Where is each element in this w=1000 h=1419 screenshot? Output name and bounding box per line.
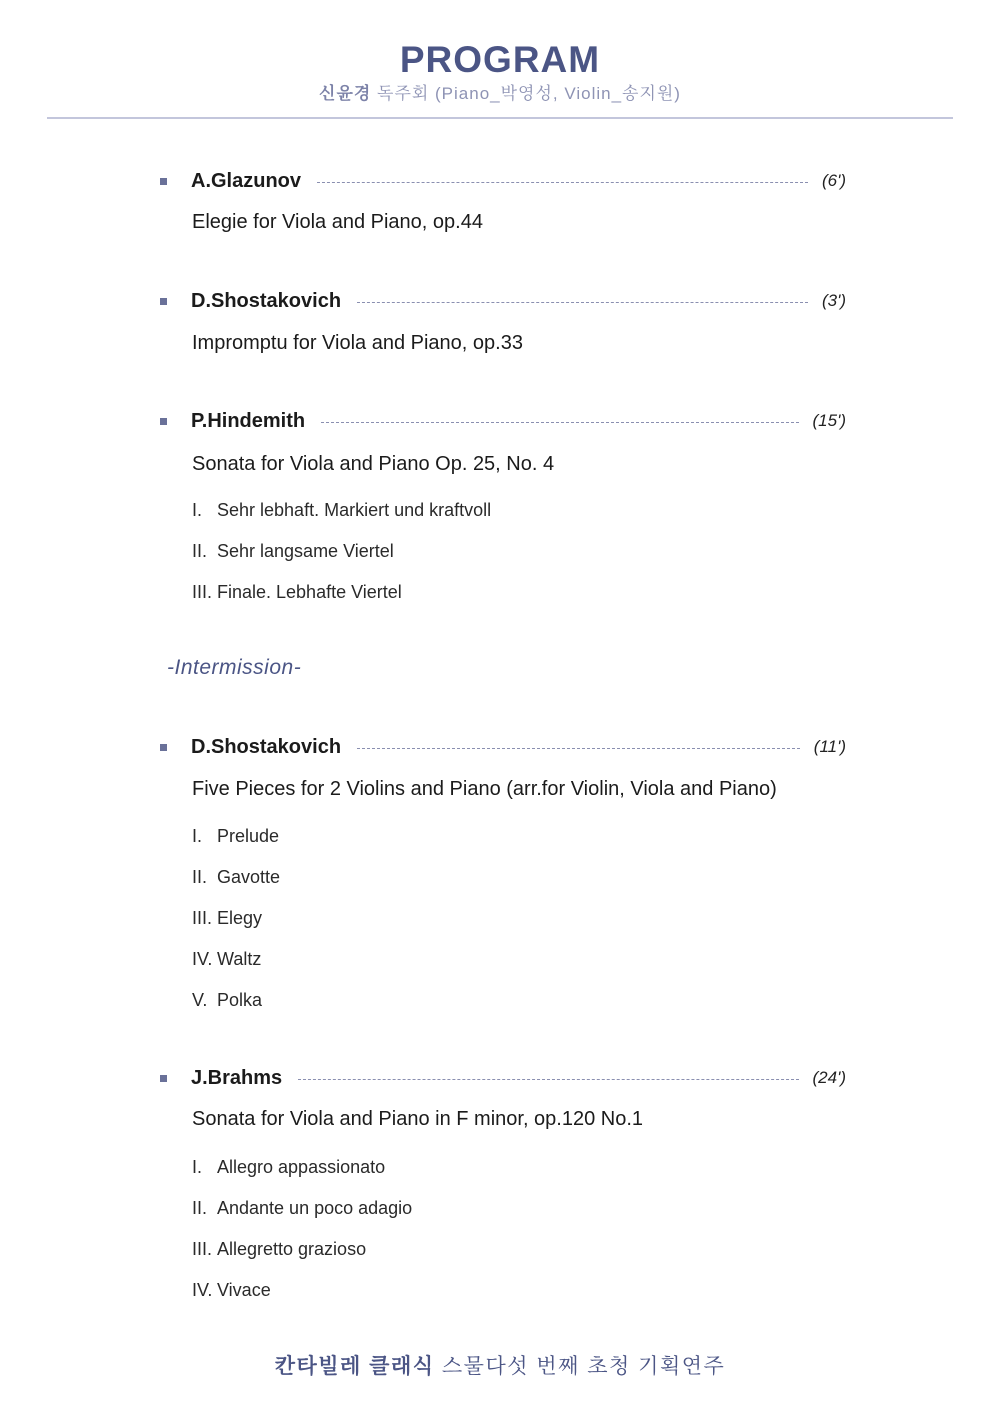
movement-number: III. xyxy=(192,908,213,928)
movement-item xyxy=(192,1280,412,1321)
composer-name: D.Shostakovich xyxy=(191,289,342,312)
movement-item xyxy=(192,949,280,990)
composer-row xyxy=(160,734,846,760)
work-title: Elegie for Viola and Piano, op.44 xyxy=(192,211,483,233)
footer-series-name: 칸타빌레 클래식 xyxy=(274,1355,435,1378)
movement-title: Elegy xyxy=(217,908,263,928)
bullet-marker xyxy=(160,1075,167,1082)
movement-title: Andante un poco adagio xyxy=(217,1198,413,1218)
composer-row xyxy=(160,288,846,314)
page-title: PROGRAM xyxy=(399,39,601,80)
movement-item xyxy=(192,908,280,949)
movement-title: Allegro appassionato xyxy=(217,1157,386,1177)
footer-description: 스물다섯 번째 초청 기획연주 xyxy=(434,1355,726,1378)
dotted-leader xyxy=(357,302,808,303)
work-title: Sonata for Viola and Piano Op. 25, No. 4 xyxy=(192,453,555,475)
movement-item xyxy=(192,867,280,908)
movement-number: IV. xyxy=(192,949,213,969)
movement-title: Waltz xyxy=(217,949,262,969)
composer-row xyxy=(160,168,846,194)
movement-title: Sehr langsame Viertel xyxy=(217,541,394,561)
duration: (3') xyxy=(821,291,846,310)
dotted-leader xyxy=(298,1079,798,1080)
movement-number: I. xyxy=(192,500,203,520)
composer-row xyxy=(160,408,846,434)
duration: (6') xyxy=(821,171,846,190)
bullet-marker xyxy=(160,744,167,751)
intermission-label: -Intermission- xyxy=(167,656,302,679)
bullet-marker xyxy=(160,418,167,425)
movement-number: I. xyxy=(192,1157,203,1177)
movement-item xyxy=(192,1239,412,1280)
bullet-marker xyxy=(160,178,167,185)
duration: (11') xyxy=(813,737,846,756)
composer-name: A.Glazunov xyxy=(191,169,302,192)
movement-list xyxy=(192,1157,412,1321)
movement-number: II. xyxy=(192,1198,208,1218)
work-title: Impromptu for Viola and Piano, op.33 xyxy=(192,332,523,354)
movement-title: Polka xyxy=(217,990,263,1010)
movement-item xyxy=(192,1198,412,1239)
subtitle-details: 독주회 (Piano_박영성, Violin_송지원) xyxy=(371,84,681,103)
movement-number: IV. xyxy=(192,1280,213,1300)
movement-item xyxy=(192,1157,412,1198)
movement-title: Prelude xyxy=(217,826,280,846)
movement-list xyxy=(192,500,491,623)
work-title: Five Pieces for 2 Violins and Piano (arr.for Violin, Viola and Piano) xyxy=(192,778,777,800)
dotted-leader xyxy=(357,748,800,749)
movement-item xyxy=(192,582,491,623)
movement-item xyxy=(192,990,280,1031)
movement-title: Gavotte xyxy=(217,867,281,887)
header-divider xyxy=(47,117,953,119)
composer-name: D.Shostakovich xyxy=(191,735,342,758)
duration: (15') xyxy=(812,411,846,430)
page-footer xyxy=(0,1350,1000,1380)
performer-name: 신윤경 xyxy=(319,84,372,103)
movement-item xyxy=(192,541,491,582)
bullet-marker xyxy=(160,298,167,305)
dotted-leader xyxy=(321,422,798,423)
movement-title: Sehr lebhaft. Markiert und kraftvoll xyxy=(217,500,492,520)
dotted-leader xyxy=(317,182,808,183)
movement-title: Finale. Lebhafte Viertel xyxy=(217,582,402,602)
composer-row xyxy=(160,1065,846,1091)
movement-item xyxy=(192,500,491,541)
composer-name: J.Brahms xyxy=(191,1066,283,1089)
movement-title: Vivace xyxy=(217,1280,271,1300)
movement-item xyxy=(192,826,280,867)
movement-list xyxy=(192,826,280,1031)
movement-number: II. xyxy=(192,867,208,887)
movement-title: Allegretto grazioso xyxy=(217,1239,367,1259)
movement-number: I. xyxy=(192,826,203,846)
composer-name: P.Hindemith xyxy=(191,409,306,432)
program-header xyxy=(0,38,1000,106)
work-title: Sonata for Viola and Piano in F minor, op.120 No.1 xyxy=(192,1108,644,1130)
page-subtitle xyxy=(0,82,1000,106)
movement-number: III. xyxy=(192,1239,213,1259)
movement-number: II. xyxy=(192,541,208,561)
movement-number: III. xyxy=(192,582,213,602)
movement-number: V. xyxy=(192,990,208,1010)
duration: (24') xyxy=(812,1068,846,1087)
